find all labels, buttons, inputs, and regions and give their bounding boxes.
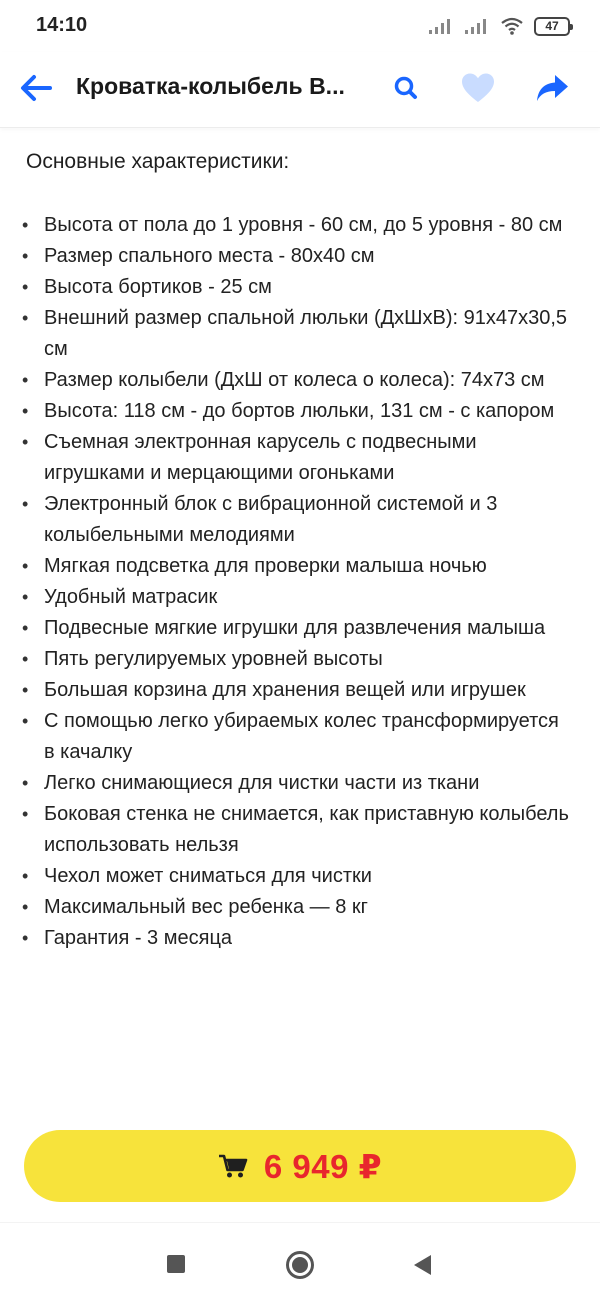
signal-icon [428,17,454,35]
spec-item: • Легко снимающиеся для чистки части из ткани [0,768,600,799]
spec-item: • Высота: 118 см - до бортов люльки, 131 см - с капором [0,396,600,427]
signal-icon [464,17,490,35]
add-to-cart-button[interactable] [24,1130,576,1202]
price-label: 6 949 ₽ [263,1147,383,1185]
battery-icon [534,17,570,36]
product-description [0,128,600,1108]
spec-item: • Боковая стенка не снимается, как приставную колыбель использовать нельзя [0,799,600,861]
spec-item: • Пять регулируемых уровней высоты [0,644,600,675]
back-button[interactable] [16,68,56,108]
home-icon[interactable] [286,1251,314,1279]
share-arrow-icon [535,73,569,103]
system-nav-bar [0,1222,600,1299]
spec-item: • Максимальный вес ребенка — 8 кг [0,892,600,923]
spec-item: • Размер спального места - 80х40 см [0,241,600,272]
spec-item: • Чехол может сниматься для чистки [0,861,600,892]
home-icon-inner [292,1257,308,1273]
spec-item: • Мягкая подсветка для проверки малыша ночью [0,551,600,582]
back-icon[interactable] [414,1255,431,1275]
spec-item: • Высота от пола до 1 уровня - 60 см, до 5 уровня - 80 см [0,210,600,241]
share-button[interactable] [530,66,574,110]
spec-item: • Гарантия - 3 месяца [0,923,600,954]
spec-item: • Удобный матрасик [0,582,600,613]
status-icons [428,16,570,36]
spec-item: • Высота бортиков - 25 см [0,272,600,303]
spec-item: • Подвесные мягкие игрушки для развлечения малыша [0,613,600,644]
spec-item: • Электронный блок с вибрационной системой и 3 колыбельными мелодиями [0,489,600,551]
back-arrow-icon [19,73,53,103]
status-time: 14:10 [36,14,88,36]
recent-apps-icon[interactable] [167,1255,185,1273]
battery-level: 47 [545,19,559,33]
top-app-bar [0,52,600,128]
cart-icon [218,1153,248,1179]
spec-item: • Съемная электронная карусель с подвесными игрушками и мерцающими огоньками [0,427,600,489]
favorite-button[interactable] [456,66,500,110]
search-icon [393,75,419,101]
specs-list [0,210,600,954]
spec-item: • Большая корзина для хранения вещей или игрушек [0,675,600,706]
spec-item: • Внешний размер спальной люльки (ДхШхВ): 91х47х30,5 см [0,303,600,365]
status-bar [0,0,600,52]
spec-item: • С помощью легко убираемых колес трансформируется в качалку [0,706,600,768]
heart-icon [460,72,496,104]
search-button[interactable] [388,68,424,108]
spec-item: • Размер колыбели (ДхШ от колеса о колеса): 74х73 см [0,365,600,396]
wifi-icon [500,16,524,36]
page-title: Кроватка-колыбель В... [76,73,345,99]
specs-title: Основные характеристики: [26,150,290,173]
